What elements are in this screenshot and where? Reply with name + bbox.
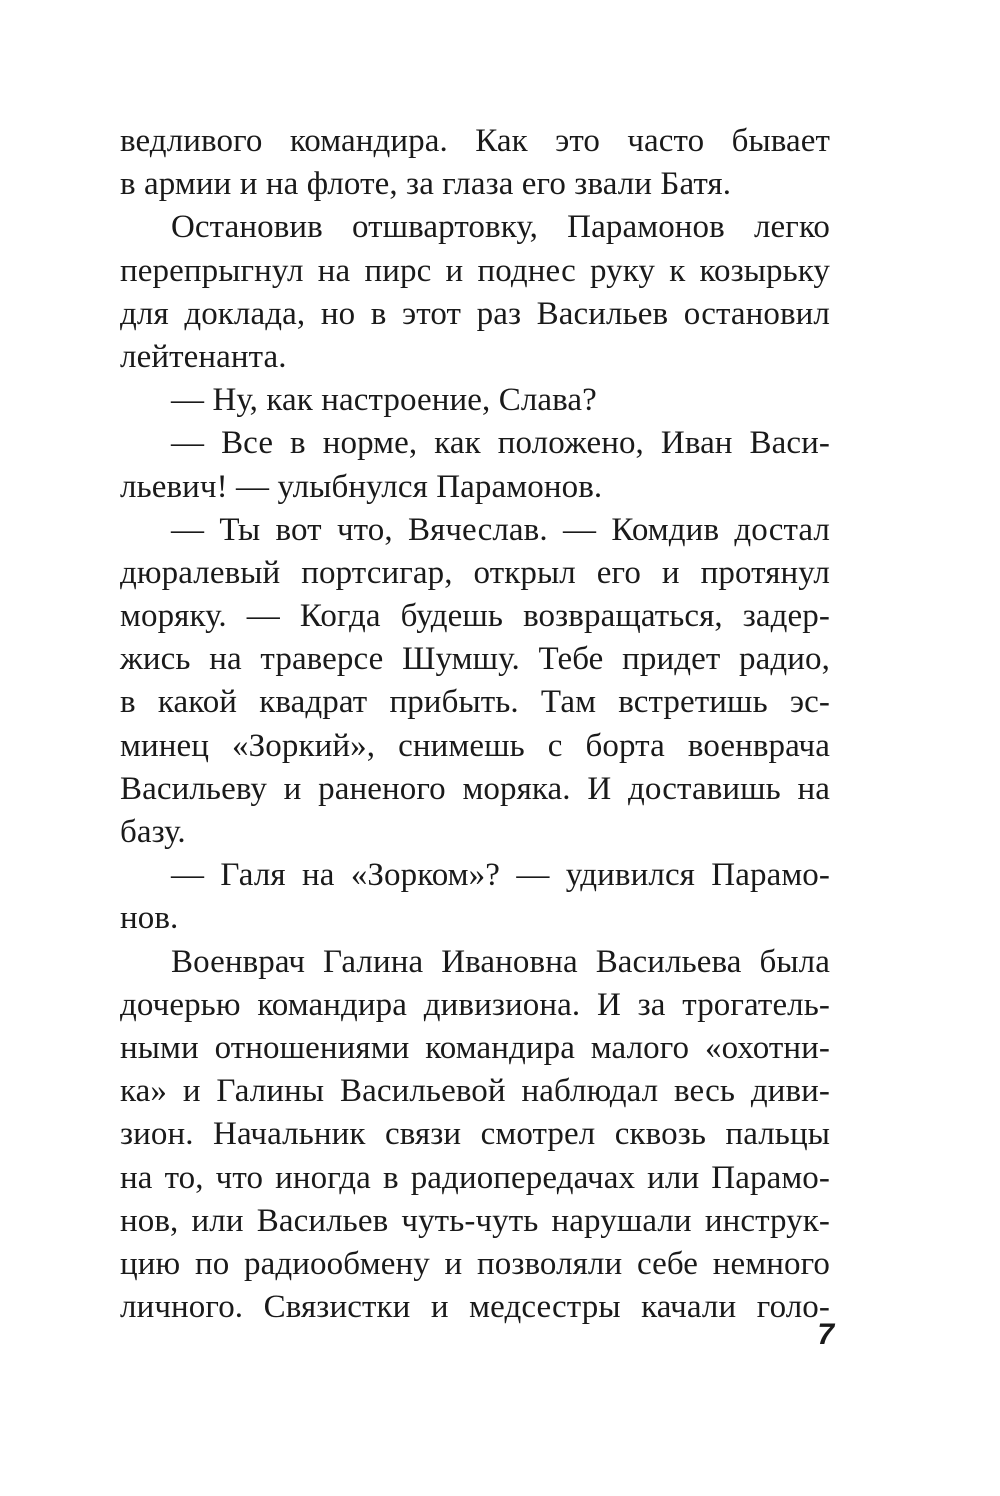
text-line: Военврач Галина Ивановна Васильева была [171, 943, 830, 980]
text-line: лейтенанта. [120, 338, 287, 375]
text-line: перепрыгнул на пирс и поднес руку к козырьку [120, 252, 830, 289]
text-line: в армии и на флоте, за глаза его звали Батя. [120, 166, 732, 203]
text-line: нов, или Васильев чуть-чуть нарушали инструк- [120, 1202, 830, 1239]
text-line: жись на траверсе Шумшу. Тебе придет радио, [120, 641, 830, 678]
text-line: — Все в норме, как положено, Иван Васи- [171, 425, 830, 462]
text-line: личного. Связистки и медсестры качали голо- [120, 1289, 830, 1326]
text-line: на то, что иногда в радиопередачах или Парамо- [120, 1159, 830, 1196]
text-line: дочерью командира дивизиона. И за трогатель- [120, 986, 830, 1023]
text-line: льевич! — улыбнулся Парамонов. [120, 468, 603, 505]
text-line: ными отношениями командира малого «охотни- [120, 1029, 830, 1066]
body-text [120, 120, 830, 1329]
text-line: для доклада, но в этот раз Васильев остановил [120, 295, 830, 332]
text-line: дюралевый портсигар, открыл его и протянул [120, 554, 830, 591]
page-number: 7 [817, 1318, 834, 1351]
text-line: ведливого командира. Как это часто бывает [120, 123, 830, 159]
text-line: — Ты вот что, Вячеслав. — Комдив достал [171, 511, 830, 548]
text-line: — Галя на «Зорком»? — удивился Парамо- [171, 857, 830, 894]
text-line: зион. Начальник связи смотрел сквозь пальцы [120, 1116, 830, 1153]
text-line: в какой квадрат прибыть. Там встретишь эс- [120, 684, 830, 721]
text-line: Васильеву и раненого моряка. И доставишь на [120, 770, 830, 807]
text-line: ка» и Галины Васильевой наблюдал весь диви- [120, 1073, 830, 1110]
text-line: базу. [120, 814, 186, 850]
text-line: Остановив отшвартовку, Парамонов легко [171, 209, 830, 246]
text-line: моряку. — Когда будешь возвращаться, задер- [120, 598, 830, 635]
text-line: нов. [120, 900, 179, 937]
text-line: цию по радиообмену и позволяли себе немного [120, 1245, 830, 1282]
text-line: — Ну, как настроение, Слава? [171, 382, 597, 419]
text-line: минец «Зоркий», снимешь с борта военврача [120, 727, 830, 764]
